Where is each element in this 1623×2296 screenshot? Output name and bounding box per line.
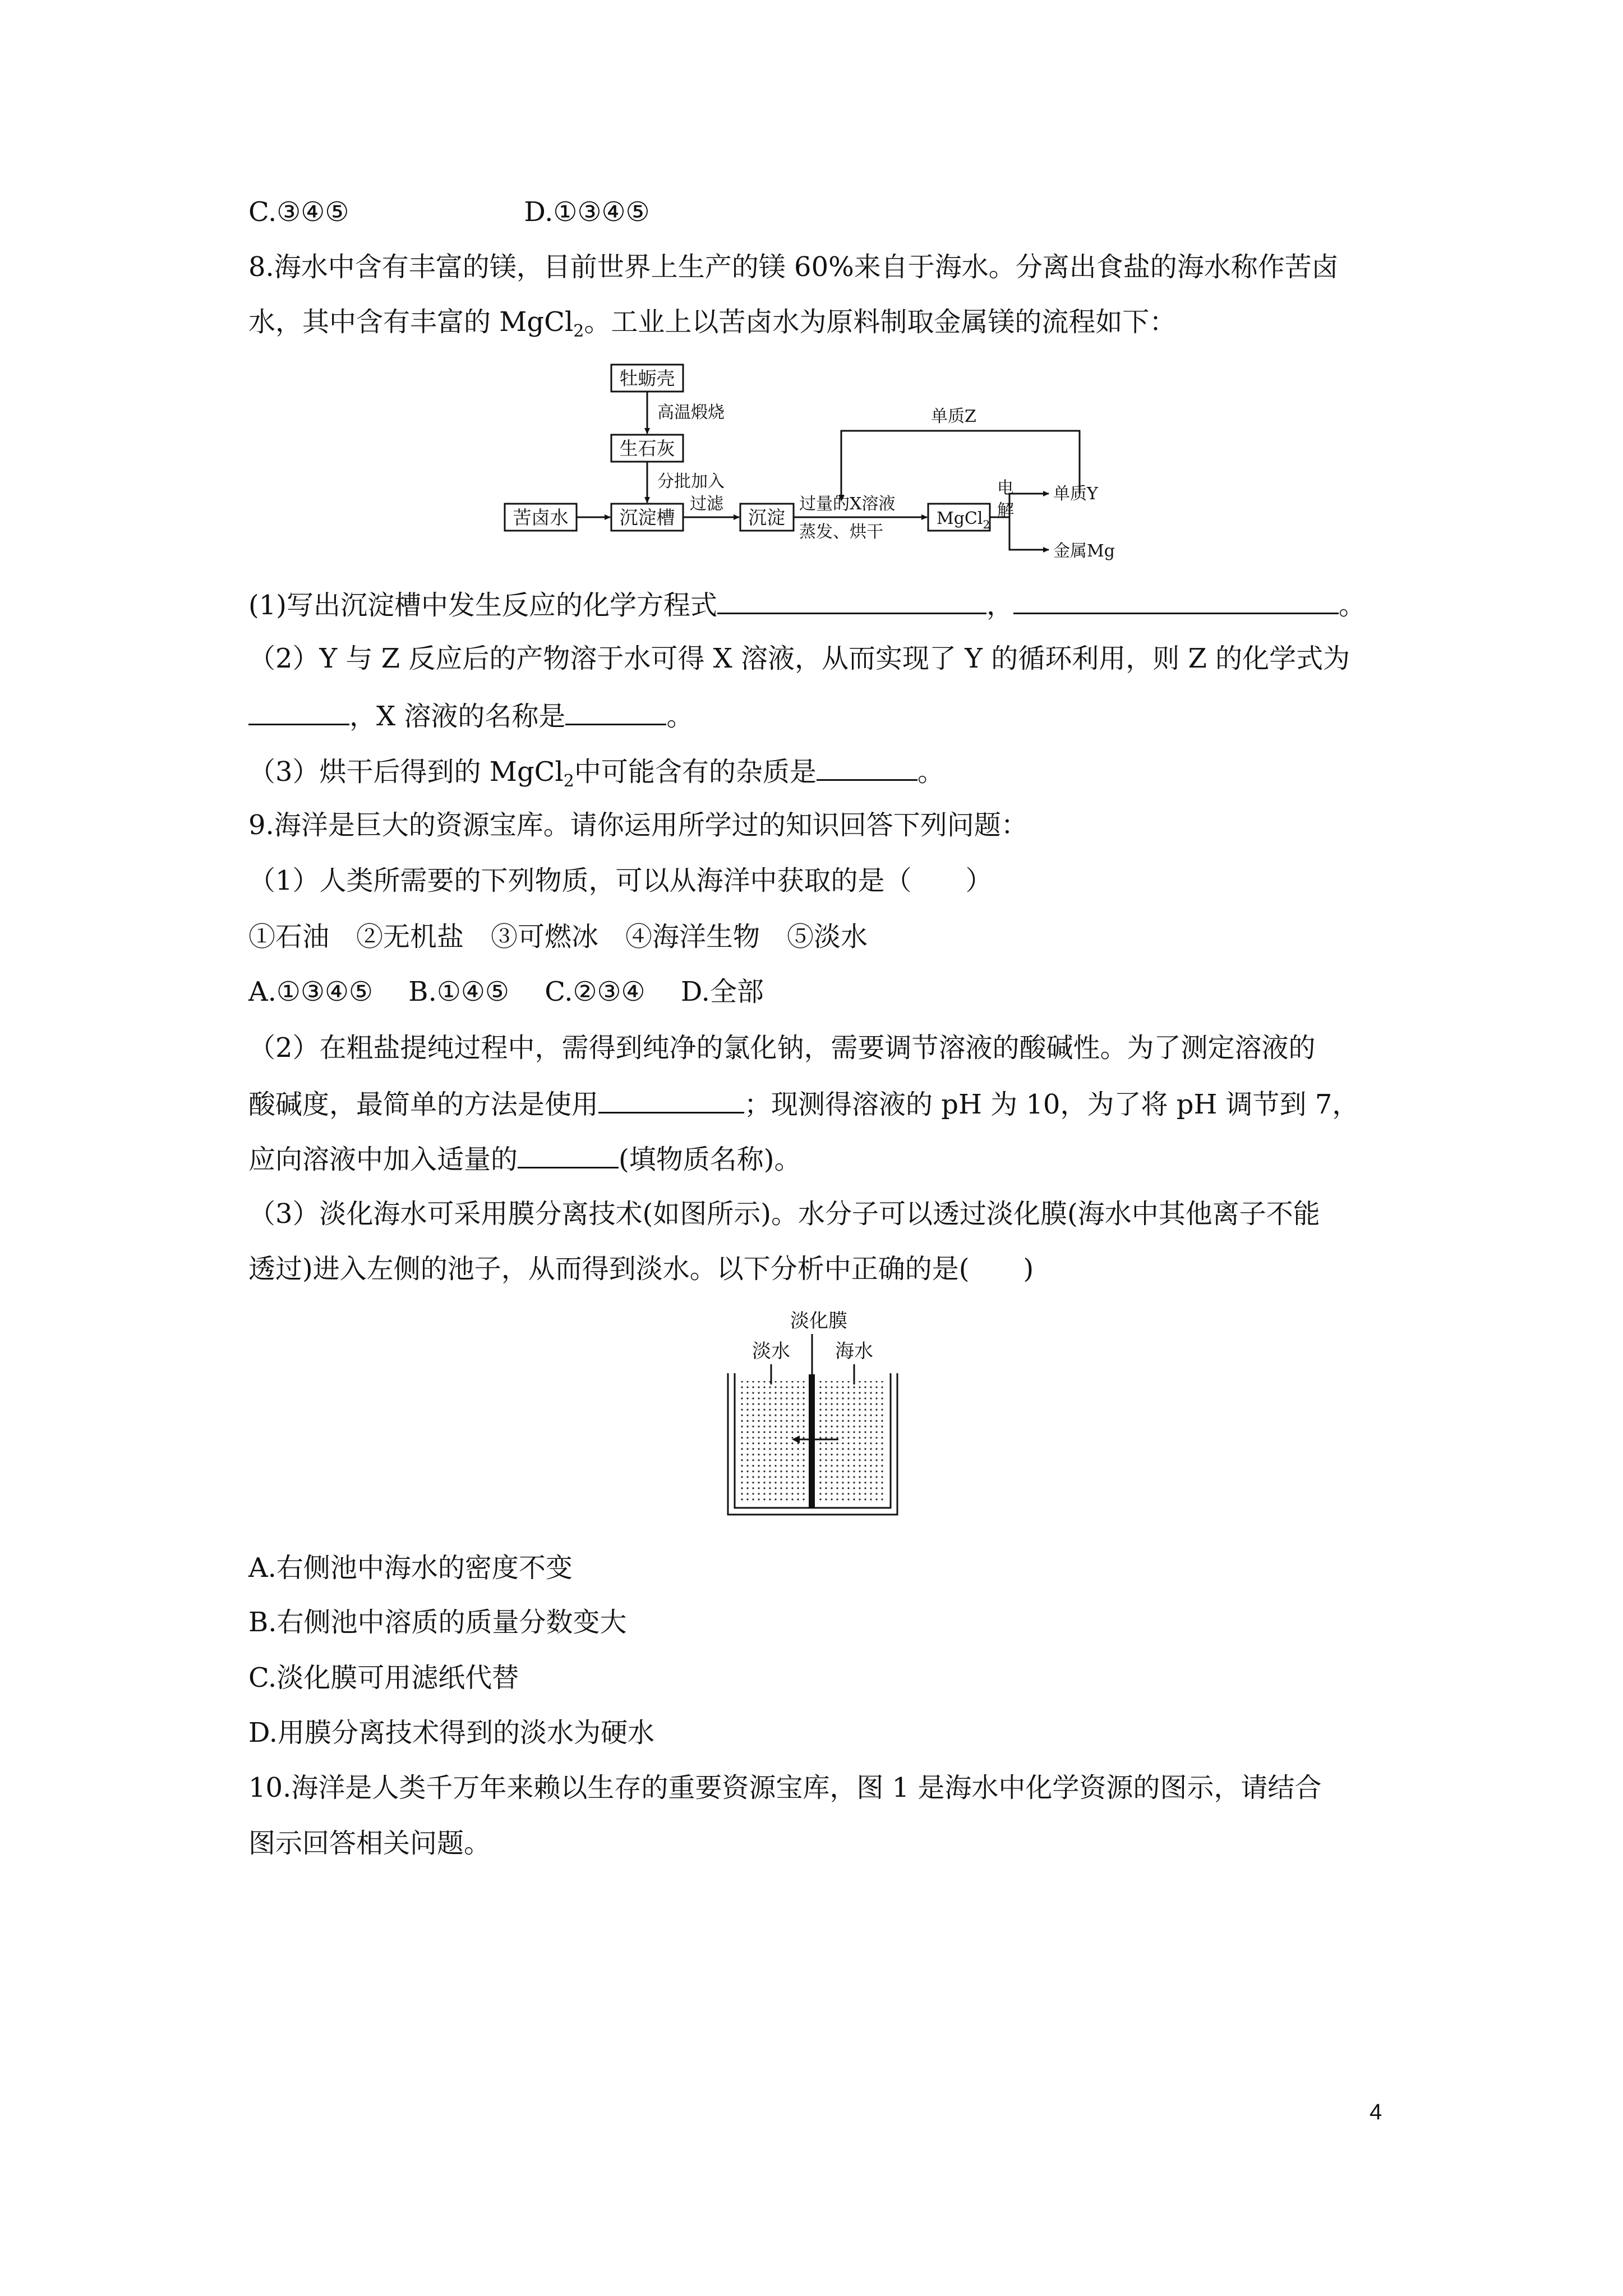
q9-sub1: （1）人类所需要的下列物质，可以从海洋中获取的是（ ） bbox=[248, 865, 993, 896]
q8-sub2-text: ，X 溶液的名称是 bbox=[349, 701, 566, 732]
flow-lime: 生石灰 bbox=[619, 438, 675, 459]
q9-sub2-line3 bbox=[248, 1141, 801, 1176]
option-line-cd bbox=[248, 195, 650, 229]
period: 。 bbox=[1339, 590, 1366, 621]
flow-oyster: 牡蛎壳 bbox=[619, 367, 675, 389]
answer-blank[interactable] bbox=[817, 753, 917, 781]
flow-calcine: 高温煅烧 bbox=[657, 403, 725, 422]
answer-blank[interactable] bbox=[717, 587, 986, 614]
subscript: 2 bbox=[573, 321, 584, 341]
q8-line2-text: 水，其中含有丰富的 MgCl bbox=[248, 306, 574, 338]
q9-sub2-line1: （2）在粗盐提纯过程中，需得到纯净的氯化钠，需要调节溶液的酸碱性。为了测定溶液的 bbox=[248, 1032, 1316, 1064]
q9-sub2-line2 bbox=[248, 1086, 1359, 1121]
fresh-water-label: 淡水 bbox=[752, 1340, 790, 1363]
period: 。 bbox=[666, 701, 694, 732]
q8-sub1-text: (1)写出沉淀槽中发生反应的化学方程式 bbox=[248, 590, 717, 621]
q8-sub1 bbox=[248, 587, 1366, 622]
q9-sub2-text: 酸碱度，最简单的方法是使用 bbox=[248, 1089, 599, 1120]
answer-blank[interactable] bbox=[598, 1086, 744, 1114]
q8-sub2-line2 bbox=[248, 698, 693, 733]
q9-sub3-line2: 透过)进入左侧的池子，从而得到淡水。以下分析中正确的是( ) bbox=[248, 1253, 1034, 1285]
option-d-line: D.用膜分离技术得到的淡水为硬水 bbox=[248, 1717, 655, 1749]
q9-sub2-text-d: (填物质名称)。 bbox=[619, 1144, 801, 1175]
membrane bbox=[809, 1374, 815, 1508]
q9-sub2-text-c: 应向溶液中加入适量的 bbox=[248, 1144, 518, 1175]
answer-blank[interactable] bbox=[518, 1141, 619, 1168]
page-number: 4 bbox=[1370, 2100, 1382, 2124]
q9-sub1-options: A.①③④⑤ B.①④⑤ C.②③④ D.全部 bbox=[248, 976, 764, 1007]
period: 。 bbox=[917, 756, 944, 788]
separator: ， bbox=[986, 590, 1014, 621]
q9-sub1-items: ①石油 ②无机盐 ③可燃冰 ④海洋生物 ⑤淡水 bbox=[248, 921, 868, 953]
q8-sub2-line1: （2）Y 与 Z 反应后的产物溶于水可得 X 溶液，从而实现了 Y 的循环利用，则 Z 的化学式为 bbox=[248, 643, 1350, 674]
flow-elem-z: 单质Z bbox=[931, 407, 976, 426]
q9-stem: 9.海洋是巨大的资源宝库。请你运用所学过的知识回答下列问题： bbox=[248, 809, 1028, 841]
q8-sub3-text: （3）烘干后得到的 MgCl bbox=[248, 756, 564, 788]
flow-precip: 沉淀 bbox=[748, 507, 785, 528]
flow-evap: 蒸发、烘干 bbox=[799, 522, 883, 542]
q8-line2-text-b: 。工业上以苦卤水为原料制取金属镁的流程如下： bbox=[584, 306, 1177, 338]
flow-elec1: 电 bbox=[997, 478, 1014, 498]
flow-excess-x: 过量的X溶液 bbox=[799, 494, 896, 514]
subscript: 2 bbox=[563, 771, 574, 791]
flow-batch-add: 分批加入 bbox=[657, 472, 725, 491]
q8-sub3-text-b: 中可能含有的杂质是 bbox=[574, 756, 817, 788]
flow-elec2: 解 bbox=[997, 501, 1014, 521]
option-c: C.③④⑤ bbox=[248, 196, 349, 228]
answer-blank[interactable] bbox=[1013, 587, 1339, 614]
flow-elem-y: 单质Y bbox=[1053, 484, 1098, 504]
flow-filter: 过滤 bbox=[690, 494, 723, 514]
q9-sub2-text-b: ；现测得溶液的 pH 为 10，为了将 pH 调节到 7， bbox=[744, 1089, 1359, 1120]
q9-sub3-line1: （3）淡化海水可采用膜分离技术(如图所示)。水分子可以透过淡化膜(海水中其他离子不能 bbox=[248, 1198, 1320, 1230]
flow-metal-mg: 金属Mg bbox=[1053, 541, 1115, 561]
option-d: D.①③④⑤ bbox=[524, 196, 650, 228]
q8-line2 bbox=[248, 305, 1176, 339]
sea-water-body bbox=[817, 1381, 886, 1503]
q10-line2: 图示回答相关问题。 bbox=[248, 1828, 491, 1859]
q10-line1: 10.海洋是人类千万年来赖以生存的重要资源宝库，图 1 是海水中化学资源的图示，请结合 bbox=[248, 1772, 1322, 1803]
sea-water-label: 海水 bbox=[835, 1340, 873, 1363]
membrane-diagram bbox=[718, 1307, 909, 1526]
membrane-title: 淡化膜 bbox=[790, 1310, 847, 1332]
option-a: A.右侧池中海水的密度不变 bbox=[248, 1552, 573, 1584]
flow-brine: 苦卤水 bbox=[513, 507, 569, 528]
flow-tank: 沉淀槽 bbox=[619, 507, 675, 528]
answer-blank[interactable] bbox=[248, 698, 349, 725]
mg-production-flowchart bbox=[494, 353, 1144, 578]
answer-blank[interactable] bbox=[565, 698, 666, 725]
q8-line1: 8.海水中含有丰富的镁，目前世界上生产的镁 60%来自于海水。分离出食盐的海水称作苦卤 bbox=[248, 251, 1339, 283]
fresh-water-body bbox=[739, 1381, 808, 1503]
flow-mgcl2: MgCl$_2$ bbox=[937, 509, 990, 531]
option-c-line: C.淡化膜可用滤纸代替 bbox=[248, 1662, 519, 1694]
option-b: B.右侧池中溶质的质量分数变大 bbox=[248, 1607, 627, 1638]
q8-sub3 bbox=[248, 753, 944, 789]
